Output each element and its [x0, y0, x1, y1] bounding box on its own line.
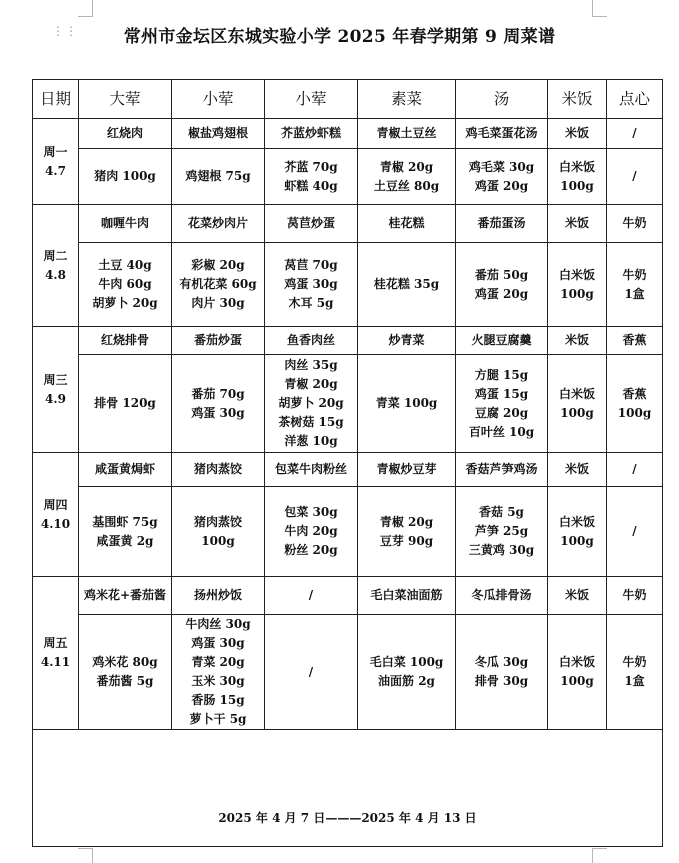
ingredient-cell [79, 355, 172, 453]
dish-cell: 番茄蛋汤 [456, 205, 548, 243]
dish-cell: / [607, 453, 663, 487]
ingredient-line: 100g [560, 674, 594, 688]
date-range-cell [33, 730, 663, 847]
ingredient-line: / [632, 524, 637, 538]
ingredient-line: 豆腐 20g [474, 405, 529, 420]
ingredient-line: 鸡蛋 20g [474, 286, 529, 301]
day-name: 周四 [43, 497, 68, 512]
dish-cell: 鱼香肉丝 [265, 327, 358, 355]
ingredient-line: / [632, 169, 637, 183]
ingredient-cell [548, 487, 607, 577]
day-date: 4.9 [45, 391, 66, 406]
ingredient-line: 番茄酱 5g [96, 674, 154, 688]
dish-row [33, 205, 663, 243]
ingredient-line: 青椒 20g [379, 159, 434, 174]
dish-cell: 芥蓝炒虾糕 [265, 119, 358, 149]
dish-cell: 红烧排骨 [79, 327, 172, 355]
ingredient-line: 猪肉蒸饺 [193, 514, 242, 529]
ingredient-line: 猪肉 100g [94, 169, 156, 183]
dish-cell: 牛奶 [607, 205, 663, 243]
ingredient-line: 100g [617, 405, 652, 420]
ingredient-cell [265, 243, 358, 327]
ingredient-line: 1盒 [624, 286, 645, 301]
ingredient-line: 鸡蛋 30g [191, 636, 245, 650]
ingredient-cell [265, 487, 358, 577]
ingredient-line: 香肠 15g [191, 693, 245, 707]
day-name: 周一 [43, 144, 68, 159]
ingredient-line: / [308, 664, 314, 679]
dish-cell: 桂花糕 [358, 205, 456, 243]
ingredient-line: 三黄鸡 30g [468, 543, 535, 557]
page-corner-mark-bottom-left [78, 848, 93, 863]
page-title: 常州市金坛区东城实验小学 2025 年春学期第 9 周菜谱 [123, 27, 556, 47]
ingredient-cell [548, 243, 607, 327]
ingredient-line: 青菜 100g [375, 396, 438, 410]
ingredient-line: 彩椒 20g [191, 258, 245, 272]
ingredient-line: 100g [560, 405, 594, 420]
dish-cell: 冬瓜排骨汤 [456, 577, 548, 615]
dish-cell: 米饭 [548, 577, 607, 615]
dish-cell: 青椒土豆丝 [358, 119, 456, 149]
ingredient-cell [265, 615, 358, 730]
ingredient-cell [548, 149, 607, 205]
header-cell: 小荤 [172, 80, 265, 119]
ingredient-line: 冬瓜 30g [474, 655, 529, 669]
ingredient-line: 有机花菜 60g [179, 277, 257, 291]
ingredient-line: 莴苣 70g [284, 258, 338, 272]
ingredient-cell [456, 487, 548, 577]
dish-cell: 咸蛋黄焗虾 [79, 453, 172, 487]
dish-cell: 番茄炒蛋 [172, 327, 265, 355]
ingredient-line: 土豆 40g [98, 258, 152, 272]
ingredient-line: 豆芽 90g [379, 533, 434, 548]
ingredient-line: 鸡毛菜 30g [468, 159, 535, 174]
header-cell: 日期 [33, 80, 79, 119]
ingredient-cell [456, 243, 548, 327]
ingredient-cell [358, 615, 456, 730]
ingredient-cell [79, 149, 172, 205]
dish-cell: 香蕉 [607, 327, 663, 355]
dish-cell: 鸡毛菜蛋花汤 [456, 119, 548, 149]
ingredient-cell [172, 149, 265, 205]
ingredient-row [33, 149, 663, 205]
ingredient-line: 牛肉 60g [98, 277, 152, 291]
dish-cell: 炒青菜 [358, 327, 456, 355]
dish-cell: 扬州炒饭 [172, 577, 265, 615]
ingredient-line: 虾糕 40g [284, 178, 338, 193]
dish-cell: 毛白菜油面筋 [358, 577, 456, 615]
day-cell [33, 577, 79, 730]
dish-cell: 青椒炒豆芽 [358, 453, 456, 487]
footer-row [33, 730, 663, 847]
ingredient-line: 胡萝卜 20g [278, 396, 344, 410]
dish-cell: 红烧肉 [79, 119, 172, 149]
dish-cell: 香菇芦笋鸡汤 [456, 453, 548, 487]
day-date: 4.11 [40, 655, 71, 669]
header-cell: 汤 [456, 80, 548, 119]
ingredient-line: 白米饭 [558, 655, 595, 669]
ingredient-cell [607, 243, 663, 327]
ingredient-line: 白米饭 [558, 267, 595, 282]
ingredient-line: 牛奶 [622, 655, 647, 669]
page-corner-mark-top-right [592, 0, 607, 17]
ingredient-line: 白米饭 [558, 159, 595, 174]
table-move-handle-icon[interactable]: ⋮⋮ [52, 24, 78, 38]
ingredient-line: 茶树菇 15g [278, 415, 344, 429]
ingredient-line: 玉米 30g [191, 674, 245, 688]
ingredient-cell [172, 355, 265, 453]
ingredient-cell [172, 243, 265, 327]
dish-cell: 火腿豆腐羹 [456, 327, 548, 355]
ingredient-cell [358, 355, 456, 453]
ingredient-line: 排骨 120g [94, 396, 156, 410]
ingredient-line: 100g [560, 286, 594, 301]
ingredient-line: 青椒 20g [379, 514, 434, 529]
ingredient-line: 毛白菜 100g [369, 655, 444, 669]
ingredient-cell [607, 149, 663, 205]
ingredient-line: 木耳 5g [288, 296, 334, 310]
ingredient-line: 基围虾 75g [92, 514, 158, 529]
ingredient-cell [607, 615, 663, 730]
ingredient-line: 鸡米花 80g [92, 655, 158, 669]
dish-row [33, 577, 663, 615]
dish-cell: 米饭 [548, 453, 607, 487]
ingredient-cell [358, 243, 456, 327]
ingredient-line: 芦笋 25g [474, 524, 529, 538]
dish-cell: 椒盐鸡翅根 [172, 119, 265, 149]
day-name: 周二 [43, 248, 68, 263]
ingredient-line: 番茄 50g [474, 267, 529, 282]
ingredient-line: 鸡蛋 15g [474, 386, 529, 401]
ingredient-line: 方腿 15g [474, 367, 529, 382]
ingredient-line: 青椒 20g [284, 377, 338, 391]
ingredient-line: 白米饭 [558, 386, 595, 401]
ingredient-cell [548, 355, 607, 453]
header-cell: 小荤 [265, 80, 358, 119]
ingredient-line: 1盒 [624, 674, 645, 688]
ingredient-line: 咸蛋黄 2g [96, 533, 154, 548]
dish-cell: 猪肉蒸饺 [172, 453, 265, 487]
dish-cell: 米饭 [548, 119, 607, 149]
ingredient-line: 鸡翅根 75g [185, 169, 251, 183]
dish-cell: 牛奶 [607, 577, 663, 615]
ingredient-line: 牛肉 20g [284, 524, 338, 538]
dish-cell: 鸡米花+番茄酱 [79, 577, 172, 615]
ingredient-cell [548, 615, 607, 730]
dish-cell: / [607, 119, 663, 149]
ingredient-line: 牛肉丝 30g [185, 617, 251, 631]
day-date: 4.10 [40, 516, 71, 531]
ingredient-line: 牛奶 [622, 267, 647, 282]
ingredient-cell [456, 355, 548, 453]
dish-cell: 莴苣炒蛋 [265, 205, 358, 243]
ingredient-cell [607, 355, 663, 453]
dish-row [33, 119, 663, 149]
ingredient-line: 洋葱 10g [284, 434, 338, 448]
date-range: 2025 年 4 月 7 日———2025 年 4 月 13 日 [218, 810, 477, 825]
ingredient-cell [358, 149, 456, 205]
ingredient-line: 肉丝 35g [284, 358, 338, 372]
day-date: 4.7 [45, 163, 66, 178]
dish-cell: / [265, 577, 358, 615]
ingredient-cell [79, 243, 172, 327]
header-row [33, 80, 663, 119]
ingredient-line: 青菜 20g [191, 655, 245, 669]
ingredient-line: 土豆丝 80g [373, 178, 440, 193]
day-name: 周三 [43, 372, 68, 387]
ingredient-line: 桂花糕 35g [373, 277, 440, 291]
dish-row [33, 327, 663, 355]
ingredient-line: 芥蓝 70g [284, 159, 338, 174]
ingredient-line: 100g [201, 533, 235, 548]
weekly-menu-table [32, 79, 663, 847]
ingredient-cell [79, 487, 172, 577]
dish-row [33, 453, 663, 487]
ingredient-cell [456, 615, 548, 730]
ingredient-line: 番茄 70g [191, 386, 245, 401]
ingredient-line: 100g [560, 178, 594, 193]
header-cell: 大荤 [79, 80, 172, 119]
ingredient-line: 100g [560, 533, 594, 548]
ingredient-line: 包菜 30g [284, 505, 338, 519]
day-cell [33, 327, 79, 453]
day-cell [33, 453, 79, 577]
ingredient-line: 粉丝 20g [284, 543, 338, 557]
ingredient-line: 油面筋 2g [378, 674, 435, 688]
ingredient-cell [79, 615, 172, 730]
ingredient-cell [607, 487, 663, 577]
ingredient-cell [265, 355, 358, 453]
ingredient-row [33, 355, 663, 453]
ingredient-cell [358, 487, 456, 577]
ingredient-line: 鸡蛋 30g [284, 277, 338, 291]
ingredient-cell [265, 149, 358, 205]
dish-cell: 咖喱牛肉 [79, 205, 172, 243]
ingredient-line: 香蕉 [622, 386, 647, 401]
ingredient-line: 鸡蛋 20g [474, 178, 529, 193]
ingredient-cell [456, 149, 548, 205]
dish-cell: 包菜牛肉粉丝 [265, 453, 358, 487]
ingredient-row [33, 615, 663, 730]
header-cell: 素菜 [358, 80, 456, 119]
page-corner-mark-bottom-right [592, 848, 607, 863]
day-date: 4.8 [45, 267, 66, 282]
ingredient-cell [172, 487, 265, 577]
ingredient-line: 香菇 5g [479, 505, 524, 519]
header-cell: 点心 [607, 80, 663, 119]
ingredient-line: 鸡蛋 30g [191, 405, 245, 420]
ingredient-line: 萝卜干 5g [189, 712, 247, 726]
page-corner-mark-top-left [78, 0, 93, 17]
ingredient-line: 肉片 30g [191, 296, 245, 310]
ingredient-line: 百叶丝 10g [468, 424, 535, 439]
ingredient-line: 白米饭 [558, 514, 595, 529]
day-cell [33, 205, 79, 327]
ingredient-row [33, 243, 663, 327]
header-cell: 米饭 [548, 80, 607, 119]
dish-cell: 花菜炒肉片 [172, 205, 265, 243]
day-name: 周五 [43, 636, 68, 650]
dish-cell: 米饭 [548, 327, 607, 355]
ingredient-line: 胡萝卜 20g [92, 296, 158, 310]
ingredient-cell [172, 615, 265, 730]
ingredient-line: 排骨 30g [474, 674, 529, 688]
day-cell [33, 119, 79, 205]
ingredient-row [33, 487, 663, 577]
dish-cell: 米饭 [548, 205, 607, 243]
